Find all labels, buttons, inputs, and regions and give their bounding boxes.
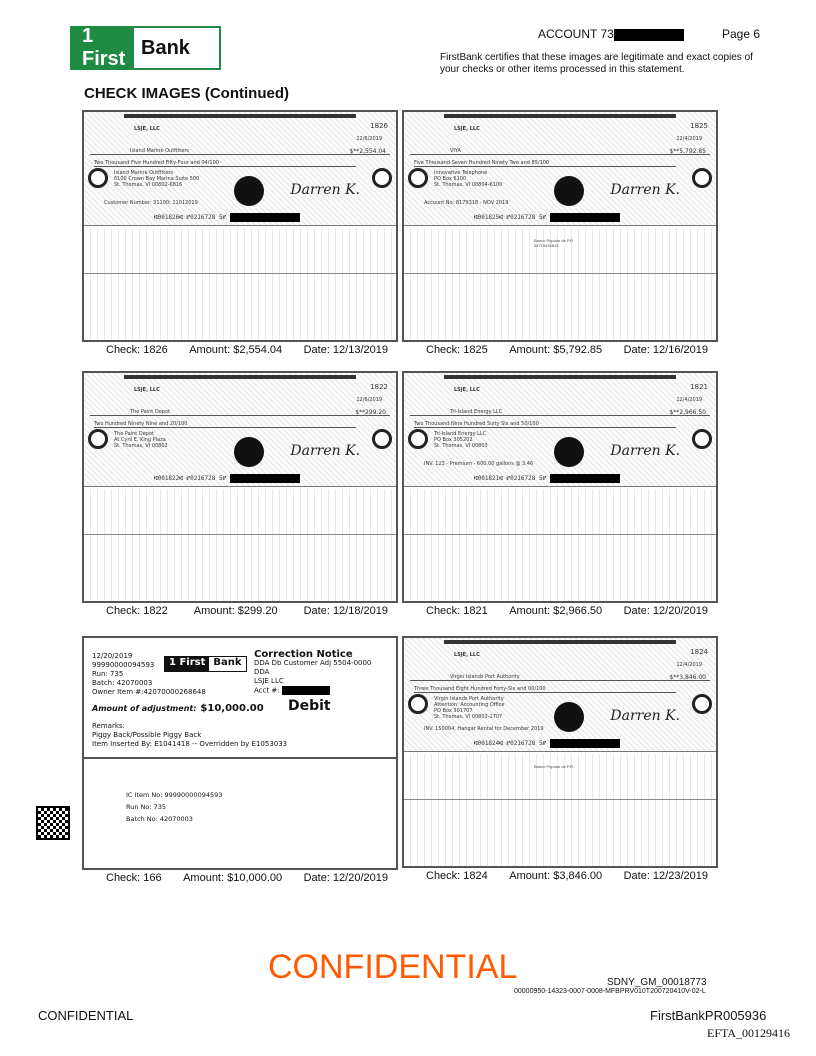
seal-icon xyxy=(554,437,584,467)
amount-box: $**299.20 xyxy=(355,409,386,416)
check-number: 1825 xyxy=(690,122,708,130)
check-date: 12/4/2019 xyxy=(676,397,702,403)
check-front xyxy=(404,373,716,487)
notice-title: Correction Notice xyxy=(254,649,353,660)
check-item xyxy=(82,371,398,617)
drawer-name: LSJE, LLC xyxy=(134,126,160,132)
caption-date: Date: 12/16/2019 xyxy=(623,344,708,356)
caption-date: Date: 12/13/2019 xyxy=(303,344,388,356)
seal-icon xyxy=(234,437,264,467)
caption-amount: Amount: $3,846.00 xyxy=(509,870,603,882)
signature: Darren K. xyxy=(610,708,680,724)
check-back xyxy=(404,489,716,601)
check-date: 12/6/2019 xyxy=(356,397,382,403)
memo: INV. 123 - Premium - 600.00 gallons @ 3.46 xyxy=(424,461,534,467)
notice-line: LSJE LLC xyxy=(254,677,284,685)
section-title: CHECK IMAGES (Continued) xyxy=(84,85,289,102)
memo: INV. 150004, Hangar Rental for December 2019 xyxy=(424,726,544,732)
check-front xyxy=(84,373,396,487)
owner-item: Owner Item #:42070000268648 xyxy=(92,688,206,696)
payee-address: The Paint Depot At Cyril E. King Plaza St. Thomas, VI 00802 xyxy=(114,431,168,449)
seal-icon xyxy=(234,176,264,206)
amount-box: $**2,554.04 xyxy=(349,148,386,155)
check-item xyxy=(402,110,718,356)
check-number: 1824 xyxy=(690,648,708,656)
caption-check: Check: 1821 xyxy=(426,605,488,617)
bates-number: 00000950-14323-0007-0008-MFBPRV010T200720410V-02-L xyxy=(514,988,706,995)
bank-stamp: Banco Popular de P.R. xyxy=(534,764,575,769)
seal-icon xyxy=(554,702,584,732)
payee-address: Virgin Islands Port Authority Attention: Accounting Office PO Box 301707 St. Thomas, VI 00803-1707 xyxy=(434,696,505,720)
check-caption xyxy=(82,603,398,617)
signature: Darren K. xyxy=(610,182,680,198)
payee: VIYA xyxy=(410,148,710,155)
confidential-footer: CONFIDENTIAL xyxy=(38,1008,134,1023)
micr-line: ⑆001826⑆ ⑈0216728 5⑈ xyxy=(154,213,300,222)
amount-box: $**2,966.50 xyxy=(669,409,706,416)
caption-check: Check: 1824 xyxy=(426,870,488,882)
micr-line: ⑆001825⑆ ⑈0216728 5⑈ xyxy=(474,213,620,222)
ring-icon xyxy=(408,168,428,188)
notice-date: 12/20/2019 xyxy=(92,652,133,660)
check-caption xyxy=(82,342,398,356)
check-back xyxy=(84,489,396,601)
sdny-number: SDNY_GM_00018773 xyxy=(607,977,707,988)
adjustment-amount: Amount of adjustment: $10,000.00 xyxy=(92,703,264,714)
correction-notice-item xyxy=(82,636,398,884)
account-number: ACCOUNT 73 xyxy=(538,27,684,41)
check-number: 1822 xyxy=(370,383,388,391)
check-item xyxy=(402,371,718,617)
qr-code xyxy=(36,806,70,840)
check-date: 12/6/2019 xyxy=(356,136,382,142)
firstbank-logo-small: 1 First Bank xyxy=(164,656,247,672)
check-date: 12/4/2019 xyxy=(676,136,702,142)
notice-line: DDA xyxy=(254,668,270,676)
check-back xyxy=(84,228,396,340)
page-number: Page 6 xyxy=(722,27,761,41)
batch: Batch: 42070003 xyxy=(92,679,153,687)
check-number: 1821 xyxy=(690,383,708,391)
check-item xyxy=(402,636,718,882)
check-image xyxy=(402,636,718,868)
caption-check: Check: 1825 xyxy=(426,344,488,356)
ring-icon xyxy=(88,429,108,449)
check-back xyxy=(404,754,716,866)
item-number: 99990000094593 xyxy=(92,661,155,669)
ring-icon xyxy=(408,694,428,714)
ring-icon xyxy=(692,694,712,714)
payee-address: Tri-Island Energy LLC PO Box 305202 St. Thomas, VI 00803 xyxy=(434,431,488,449)
production-number: FirstBankPR005936 xyxy=(650,1008,767,1023)
amount-box: $**5,792.85 xyxy=(669,148,706,155)
check-image xyxy=(82,371,398,603)
signature: Darren K. xyxy=(290,443,360,459)
correction-notice-front xyxy=(84,638,396,759)
caption-check: Check: 1826 xyxy=(106,344,168,356)
signature: Darren K. xyxy=(290,182,360,198)
payee: Island Marine Outfitters xyxy=(90,148,390,155)
check-caption: Check: 166 Amount: $10,000.00 Date: 12/20/2019 xyxy=(106,872,388,884)
drawer-name: LSJE, LLC xyxy=(134,387,160,393)
micr-line: ⑆001821⑆ ⑈0216728 5⑈ xyxy=(474,474,620,483)
caption-date: Date: 12/18/2019 xyxy=(303,605,388,617)
certification-text: FirstBank certifies that these images are legitimate and exact copies of your checks or other items processed in this statement. xyxy=(440,52,753,75)
check-number: 1826 xyxy=(370,122,388,130)
drawer-name: LSJE, LLC xyxy=(454,652,480,658)
caption-amount: Amount: $299.20 xyxy=(193,605,278,617)
amount-words: Two Thousand Five Hundred Fifty-Four and 04/100 xyxy=(94,160,356,167)
memo: Customer Number: 31100; 11012019 xyxy=(104,200,198,206)
payee: Tri-Island Energy LLC xyxy=(410,409,710,416)
check-caption xyxy=(402,868,718,882)
amount-words: Three Thousand Eight Hundred Forty-Six and 00/100 xyxy=(414,686,676,693)
correction-notice-back: IC Item No: 99990000094593 Run No: 735 Batch No: 42070003 xyxy=(126,791,223,823)
check-front xyxy=(404,112,716,226)
ring-icon xyxy=(692,168,712,188)
notice-line: DDA Db Customer Adj 5504-0000 xyxy=(254,659,372,667)
memo: Account No: 8179318 - NOV 2019 xyxy=(424,200,509,206)
amount-words: Five Thousand Seven Hundred Ninety Two and 85/100 xyxy=(414,160,676,167)
payee-address: Island Marine Outfitters 6100 Crown Bay Marina Suite 500 St. Thomas, VI 00802-6816 xyxy=(114,170,200,188)
check-date: 12/4/2019 xyxy=(676,662,702,668)
run: Run: 735 xyxy=(92,670,124,678)
caption-amount: Amount: $2,554.04 xyxy=(189,344,283,356)
ring-icon xyxy=(408,429,428,449)
caption-amount: Amount: $2,966.50 xyxy=(509,605,603,617)
amount-words: Two Hundred Ninety Nine and 20/100 xyxy=(94,421,356,428)
ring-icon xyxy=(372,168,392,188)
check-image xyxy=(82,110,398,342)
caption-check: Check: 1822 xyxy=(106,605,168,617)
caption-amount: Amount: $5,792.85 xyxy=(509,344,603,356)
check-image xyxy=(402,110,718,342)
caption-date: Date: 12/23/2019 xyxy=(623,870,708,882)
ring-icon xyxy=(372,429,392,449)
check-item xyxy=(82,110,398,356)
remarks: Remarks: Piggy Back/Possible Piggy Back Item Inserted By: E1041418 -- Overridden by E1053033 xyxy=(92,722,288,748)
amount-box: $**3,846.00 xyxy=(669,674,706,681)
firstbank-logo: 1 First Bank xyxy=(70,26,221,70)
caption-date: Date: 12/20/2019 xyxy=(623,605,708,617)
confidential-stamp: CONFIDENTIAL xyxy=(268,948,518,986)
seal-icon xyxy=(554,176,584,206)
check-front xyxy=(404,638,716,752)
redaction xyxy=(614,29,684,41)
check-image xyxy=(402,371,718,603)
check-back xyxy=(404,228,716,340)
payee-address: Innovative Telephone PO Box 6100 St. Thomas, VI 00804-6100 xyxy=(434,170,503,188)
signature: Darren K. xyxy=(610,443,680,459)
payee: Virgin Islands Port Authority xyxy=(410,674,710,681)
amount-words: Two Thousand Nine Hundred Sixty Six and 50/100 xyxy=(414,421,676,428)
ring-icon xyxy=(692,429,712,449)
check-caption xyxy=(402,342,718,356)
drawer-name: LSJE, LLC xyxy=(454,126,480,132)
bank-stamp: Banco Popular de P.R. 34715430815 xyxy=(534,238,575,248)
payee: The Paint Depot xyxy=(90,409,390,416)
acct-line: Acct #: xyxy=(254,686,371,696)
drawer-name: LSJE, LLC xyxy=(454,387,480,393)
micr-line: ⑆001824⑆ ⑈0216728 5⑈ xyxy=(474,739,620,748)
debit-label: Debit xyxy=(288,698,331,714)
check-caption xyxy=(402,603,718,617)
micr-line: ⑆001822⑆ ⑈0216728 5⑈ xyxy=(154,474,300,483)
ring-icon xyxy=(88,168,108,188)
check-front xyxy=(84,112,396,226)
efta-number: EFTA_00129416 xyxy=(707,1026,791,1040)
